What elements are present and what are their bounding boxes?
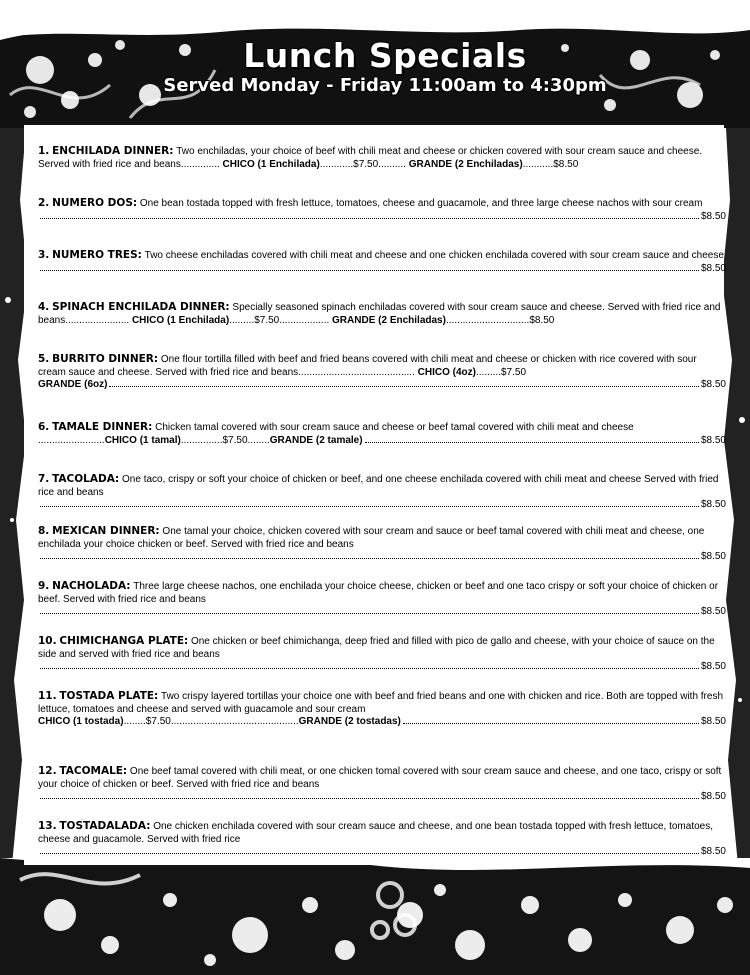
item-number: 9. [38,580,50,592]
chico-label: CHICO (1 Enchilada) [222,158,320,170]
grande-label: GRANDE (6oz) [38,379,108,390]
item-name: TOSTADA PLATE: [59,690,159,702]
item-price: $8.50 [700,846,726,857]
item-price: $8.50 [700,661,726,672]
grande-label: GRANDE (2 tostadas) [298,716,401,727]
grande-price: $8.50 [553,158,579,170]
item-name: TACOMALE: [59,765,128,777]
item-number: 7. [38,473,50,485]
item-description: Two crispy layered tortillas your choice one with beef and fried beans and one with chicken and rice. Both are topped with fresh lettuce, tomatoes and cheese and served with guacamole and sour cream [38,691,724,715]
grande-price: $8.50 [700,434,726,446]
menu-item [38,580,726,619]
page-subtitle: Served Monday - Friday 11:00am to 4:30pm [163,75,607,96]
menu-item: 11. TOSTADA PLATE: Two crispy layered tortillas your choice one with beef and fried beans and one with chicken and rice. Both are topped with fresh lettuce, tomatoes and cheese and served with guacamole and sour cream CHICO (1 tostada) ........ $7.50 .............................................. GRANDE (2 tostadas) $8.50 [38,690,726,727]
menu-item [38,197,726,223]
item-name: BURRITO DINNER: [52,353,159,365]
item-price: $8.50 [700,791,726,802]
item-description: Specially seasoned spinach enchiladas covered with sour cream sauce and cheese. Served with fried rice and beans [38,302,721,326]
item-description: One tamal your choice, chicken covered with sour cream and sauce or beef tamal covered with chili meat and cheese, one enchilada your choice chicken or beef. Served with fried rice and beans [38,526,705,550]
item-description: One bean tostada topped with fresh lettuce, tomatoes, cheese and guacamole, and three large cheese nachos with sour cream [139,198,703,209]
item-number: 5. [38,353,50,365]
item-price: $8.50 [700,210,726,222]
chico-label: CHICO (1 tostada) [38,716,124,727]
grande-price: $8.50 [700,716,726,727]
chico-price: $7.50 [501,366,527,378]
menu-item [38,473,726,512]
menu-item [38,820,726,859]
item-name: TOSTADALADA: [59,820,151,832]
menu-item [38,525,726,564]
item-description: Chicken tamal covered with sour cream sauce and cheese or beef tamal covered with chili meat and cheese [155,422,634,433]
item-name: ENCHILADA DINNER: [52,145,174,157]
chico-label: CHICO (1 tamal) [104,434,181,446]
menu-item: 1. ENCHILADA DINNER: Two enchiladas, your choice of beef with chili meat and cheese or chicken covered with sour cream sauce and cheese. Served with fried rice and beans.............. CHICO (1 Enchilada)............$7.50.......... GRANDE (2 Enchiladas)...........$8.50 [38,145,703,170]
item-description: One chicken or beef chimichanga, deep fried and filled with pico de gallo and cheese, with your choice of sauce on the side and served with fried rice and beans [38,636,715,660]
item-description: One taco, crispy or soft your choice of chicken or beef, and one cheese enchilada covered with chili meat and cheese Served with fried rice and beans [38,474,719,498]
item-price: $8.50 [700,551,726,562]
chico-price: $7.50 [222,434,248,446]
header [0,36,750,96]
item-price: $8.50 [700,262,726,274]
chico-label: CHICO (1 Enchilada) [131,314,230,326]
item-description: Three large cheese nachos, one enchilada your choice cheese, chicken or beef and one taco crispy or soft your choice of chicken or beef. Served with fried rice and beans [38,581,719,605]
chico-price: $7.50 [254,314,280,326]
chico-price: $7.50 [145,716,171,727]
chico-label: CHICO (4oz) [417,366,476,378]
item-name: NACHOLADA: [52,580,131,592]
item-description: One beef tamal covered with chili meat, or one chicken tomal covered with sour cream sauce and cheese, and one taco, crispy or soft your choice of chicken or beef. Served with fried rice and beans [38,766,722,790]
item-name: SPINACH ENCHILADA DINNER: [52,301,230,313]
grande-label: GRANDE (2 Enchiladas) [332,314,446,326]
item-number: 8. [38,525,50,537]
grande-price: $8.50 [700,379,726,390]
item-name: MEXICAN DINNER: [52,525,160,537]
item-number: 4. [38,301,50,313]
menu-panel [24,125,724,865]
item-name: CHIMICHANGA PLATE: [59,635,189,647]
item-number: 12. [38,765,57,777]
item-number: 6. [38,421,50,433]
page-title: Lunch Specials [243,36,527,75]
item-number: 2. [38,197,50,209]
menu-item [38,249,726,275]
item-name: TACOLADA: [52,473,120,485]
item-number: 11. [38,690,57,702]
grande-price: $8.50 [529,314,555,326]
item-description: One flour tortilla filled with beef and fried beans covered with chili meat and cheese or chicken with rice covered with sour cream sauce and cheese. Served with fried rice and beans [38,354,697,378]
menu-item: 5. BURRITO DINNER: One flour tortilla filled with beef and fried beans covered with chili meat and cheese or chicken with rice covered with sour cream sauce and cheese. Served with fried rice and beans.......................................... CHICO (4oz).........$7.50 GRANDE (6oz) $8.50 [38,353,726,390]
item-price: $8.50 [700,499,726,510]
menu-item [38,765,726,804]
item-number: 3. [38,249,50,261]
item-description: Two enchiladas, your choice of beef with chili meat and cheese or chicken covered with sour cream sauce and cheese. Served with fried rice and beans [38,146,703,170]
menu-item: 6. TAMALE DINNER: Chicken tamal covered with sour cream sauce and cheese or beef tamal covered with chili meat and cheese ........................ CHICO (1 tamal) ............... $7.50 ........ GRANDE (2 tamale) $8.50 [38,421,726,446]
item-number: 1. [38,145,50,157]
grande-label: GRANDE (2 tamale) [269,434,363,446]
item-price: $8.50 [700,606,726,617]
item-name: NUMERO DOS: [52,197,138,209]
item-name: TAMALE DINNER: [52,421,153,433]
grande-label: GRANDE (2 Enchiladas) [408,158,523,170]
chico-price: $7.50 [353,158,379,170]
menu-item: 4. SPINACH ENCHILADA DINNER: Specially seasoned spinach enchiladas covered with sour cream sauce and cheese. Served with fried rice and beans....................... CHICO (1 Enchilada).........$7.50.................. GRANDE (2 Enchiladas)..............................$8.50 [38,301,721,326]
item-number: 10. [38,635,57,647]
item-description: One chicken enchilada covered with sour cream sauce and cheese, and one bean tostada topped with fresh lettuce, tomatoes, cheese and guacamole. Served with fried rice [38,821,713,845]
menu-item [38,635,726,674]
item-name: NUMERO TRES: [52,249,142,261]
item-number: 13. [38,820,57,832]
item-description: Two cheese enchiladas covered with chili meat and cheese and one chicken enchilada covered with sour cream sauce and cheese [144,250,724,261]
